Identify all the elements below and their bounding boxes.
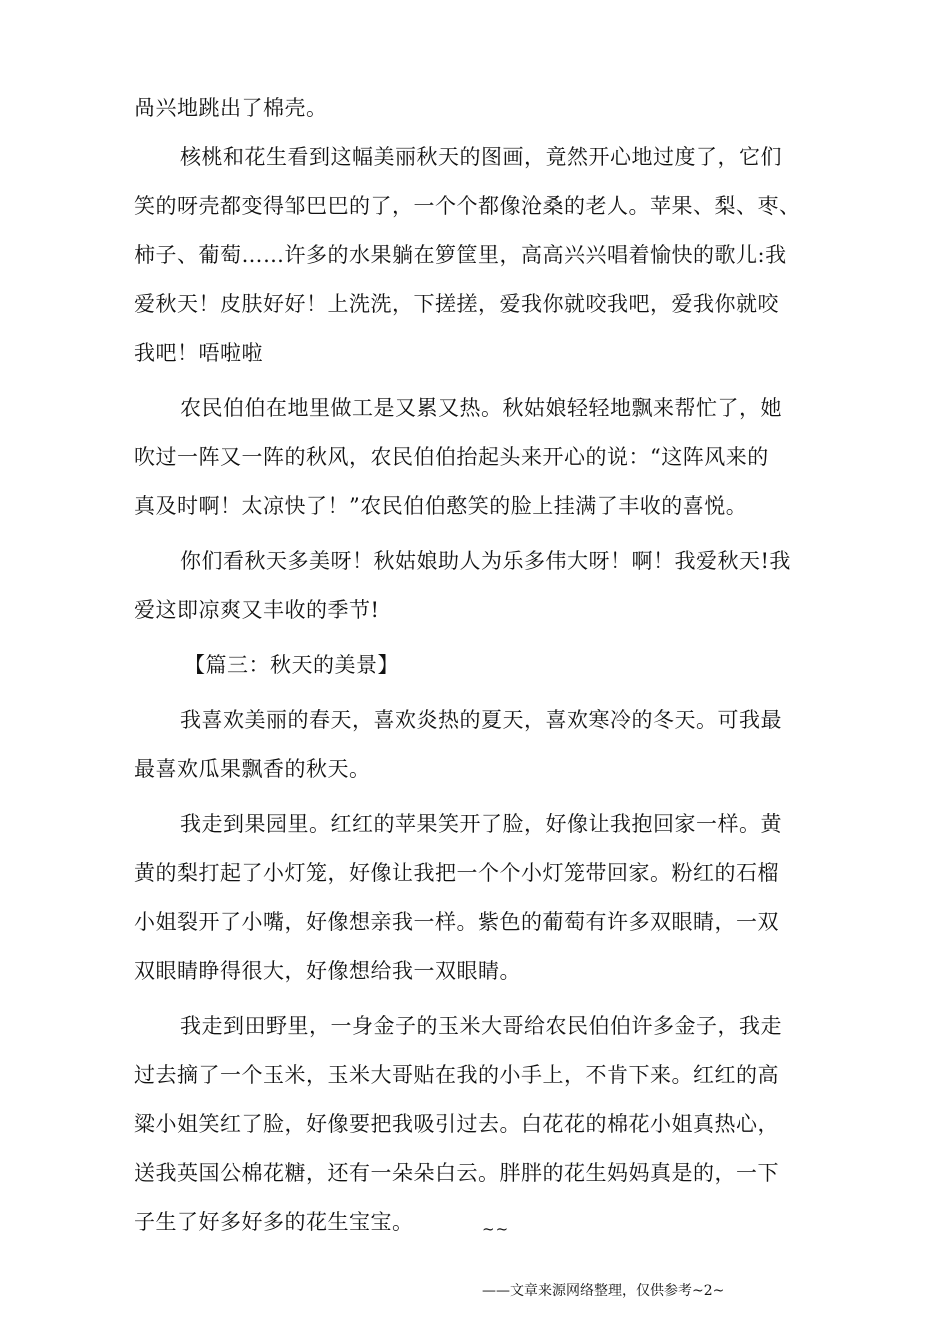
body-line: 真及时啊！太凉快了！”农民伯伯憨笑的脸上挂满了丰收的喜悦。	[134, 494, 748, 518]
page-marker: ~~	[482, 1220, 510, 1238]
body-line: 柿子、葡萄……许多的水果躺在箩筐里，高高兴兴唱着愉快的歌儿:我	[134, 243, 787, 267]
body-line: 我吧！唔啦啦	[134, 341, 263, 365]
body-line: 双眼睛睁得很大，好像想给我一双眼睛。	[134, 959, 521, 983]
body-line: 吹过一阵又一阵的秋风，农民伯伯抬起头来开心的说：“这阵风来的	[134, 445, 769, 469]
article-body	[134, 96, 834, 1234]
body-line: 粱小姐笑红了脸，好像要把我吸引过去。白花花的棉花小姐真热心，	[134, 1112, 779, 1136]
paragraph-start-line: 你们看秋天多美呀！秋姑娘助人为乐多伟大呀！啊！我爱秋天!我	[180, 549, 791, 573]
body-line: 爱秋天！皮肤好好！上洗洗，下搓搓，爱我你就咬我吧，爱我你就咬	[134, 292, 779, 316]
body-line: 子生了好多好多的花生宝宝。	[134, 1210, 414, 1234]
footer-note: ——文章来源网络整理，仅供参考~2~	[482, 1283, 725, 1299]
section-heading: 【篇三：秋天的美景】	[184, 653, 399, 677]
body-line: 小姐裂开了小嘴，好像想亲我一样。紫色的葡萄有许多双眼睛，一双	[134, 910, 779, 934]
body-line: 咼兴地跳出了棉壳。	[134, 96, 328, 120]
body-line: 黄的梨打起了小灯笼，好像让我把一个个小灯笼带回家。粉红的石榴	[134, 861, 779, 885]
body-line: 送我英国公棉花糖，还有一朵朵白云。胖胖的花生妈妈真是的，一下	[134, 1161, 779, 1185]
body-line: 最喜欢瓜果飘香的秋天。	[134, 757, 371, 781]
paragraph-start-line: 我喜欢美丽的春天，喜欢炎热的夏天，喜欢寒冷的冬天。可我最	[180, 708, 782, 732]
body-line: 过去摘了一个玉米，玉米大哥贴在我的小手上，不肯下来。红红的高	[134, 1063, 779, 1087]
body-line: 笑的呀壳都变得邹巴巴的了，一个个都像沧桑的老人。苹果、梨、枣、	[134, 194, 801, 218]
paragraph-start-line: 农民伯伯在地里做工是又累又热。秋姑娘轻轻地飘来帮忙了，她	[180, 396, 782, 420]
body-line: 爱这即凉爽又丰收的季节!	[134, 598, 380, 622]
paragraph-start-line: 我走到田野里，一身金子的玉米大哥给农民伯伯许多金子，我走	[180, 1014, 782, 1038]
paragraph-start-line: 核桃和花生看到这幅美丽秋天的图画，竟然开心地过度了，它们	[180, 145, 782, 169]
paragraph-start-line: 我走到果园里。红红的苹果笑开了脸，好像让我抱回家一样。黄	[180, 812, 782, 836]
